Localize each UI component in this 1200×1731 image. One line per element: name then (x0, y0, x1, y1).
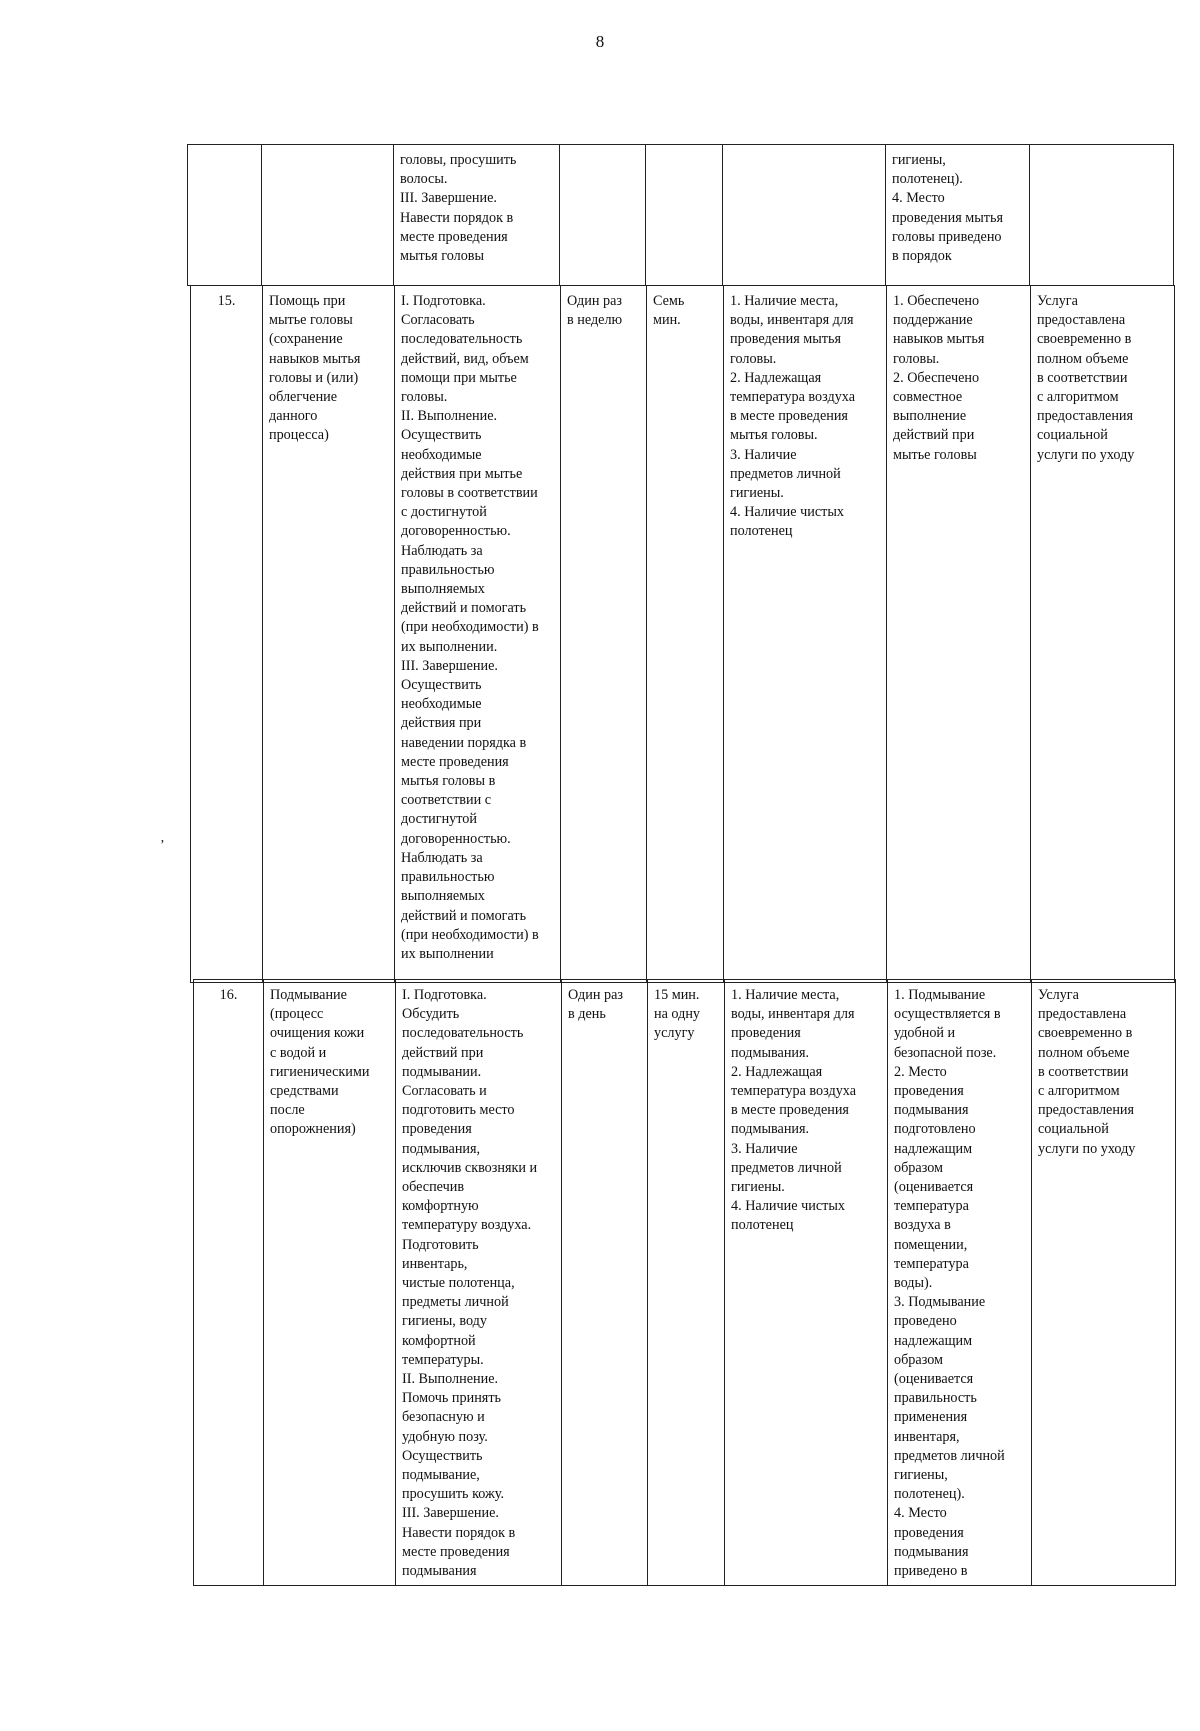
services-table-row-15 (190, 285, 1175, 983)
service-name (262, 145, 394, 286)
service-name: Подмывание (процесс очищения кожи с водой и гигиеническими средствами после опорожнения) (264, 980, 396, 1586)
service-conditions (723, 145, 886, 286)
service-results: 1. Подмывание осуществляется в удобной и безопасной позе. 2. Место проведения подмывания подготовлено надлежащим образом (оценивается температура воздуха в помещении, температура воды). 3. Подмывание проведено надлежащим образом (оценивается правильность применения инвентаря, предметов личной гигиены, полотенец). 4. Место проведения подмывания приведено в (888, 980, 1032, 1586)
service-duration: 15 мин. на одну услугу (648, 980, 725, 1586)
service-results: 1. Обеспечено поддержание навыков мытья головы. 2. Обеспечено совместное выполнение действий при мытье головы (887, 286, 1031, 983)
service-results: гигиены, полотенец). 4. Место проведения мытья головы приведено в порядок (886, 145, 1030, 286)
table-row (194, 980, 1176, 1586)
service-conditions: 1. Наличие места, воды, инвентаря для проведения подмывания. 2. Надлежащая температура воздуха в месте проведения подмывания. 3. Наличие предметов личной гигиены. 4. Наличие чистых полотенец (725, 980, 888, 1586)
service-evaluation: Услуга предоставлена своевременно в полном объеме в соответствии с алгоритмом предоставления социальной услуги по уходу (1032, 980, 1176, 1586)
service-frequency (560, 145, 646, 286)
service-procedure: I. Подготовка. Согласовать последовательность действий, вид, объем помощи при мытье головы. II. Выполнение. Осуществить необходимые действия при мытье головы в соответствии с достигнутой договоренностью. Наблюдать за правильностью выполняемых действий и помогать (при необходимости) в их выполнении. III. Завершение. Осуществить необходимые действия при наведении порядка в месте проведения мытья головы в соответствии с достигнутой договоренностью. Наблюдать за правильностью выполняемых действий и помогать (при необходимости) в их выполнении (395, 286, 561, 983)
row-number: 15. (191, 286, 263, 983)
service-evaluation (1030, 145, 1174, 286)
services-table-continuation (187, 144, 1174, 286)
service-evaluation: Услуга предоставлена своевременно в полном объеме в соответствии с алгоритмом предоставления социальной услуги по уходу (1031, 286, 1175, 983)
service-duration (646, 145, 723, 286)
page-number: 8 (595, 32, 605, 51)
table-row (191, 286, 1175, 983)
service-procedure: I. Подготовка. Обсудить последовательность действий при подмывании. Согласовать и подготовить место проведения подмывания, исключив сквозняки и обеспечив комфортную температуру воздуха. Подготовить инвентарь, чистые полотенца, предметы личной гигиены, воду комфортной температуры. II. Выполнение. Помочь принять безопасную и удобную позу. Осуществить подмывание, просушить кожу. III. Завершение. Навести порядок в месте проведения подмывания (396, 980, 562, 1586)
service-duration: Семь мин. (647, 286, 724, 983)
row-number (188, 145, 262, 286)
stray-mark: ʼ (160, 838, 165, 853)
services-table-row-16 (193, 979, 1176, 1586)
service-procedure: головы, просушить волосы. III. Завершение. Навести порядок в месте проведения мытья головы (394, 145, 560, 286)
service-conditions: 1. Наличие места, воды, инвентаря для проведения мытья головы. 2. Надлежащая температура воздуха в месте проведения мытья головы. 3. Наличие предметов личной гигиены. 4. Наличие чистых полотенец (724, 286, 887, 983)
row-number: 16. (194, 980, 264, 1586)
table-row (188, 145, 1174, 286)
service-name: Помощь при мытье головы (сохранение навыков мытья головы и (или) облегчение данного процесса) (263, 286, 395, 983)
service-frequency: Один раз в неделю (561, 286, 647, 983)
service-frequency: Один раз в день (562, 980, 648, 1586)
